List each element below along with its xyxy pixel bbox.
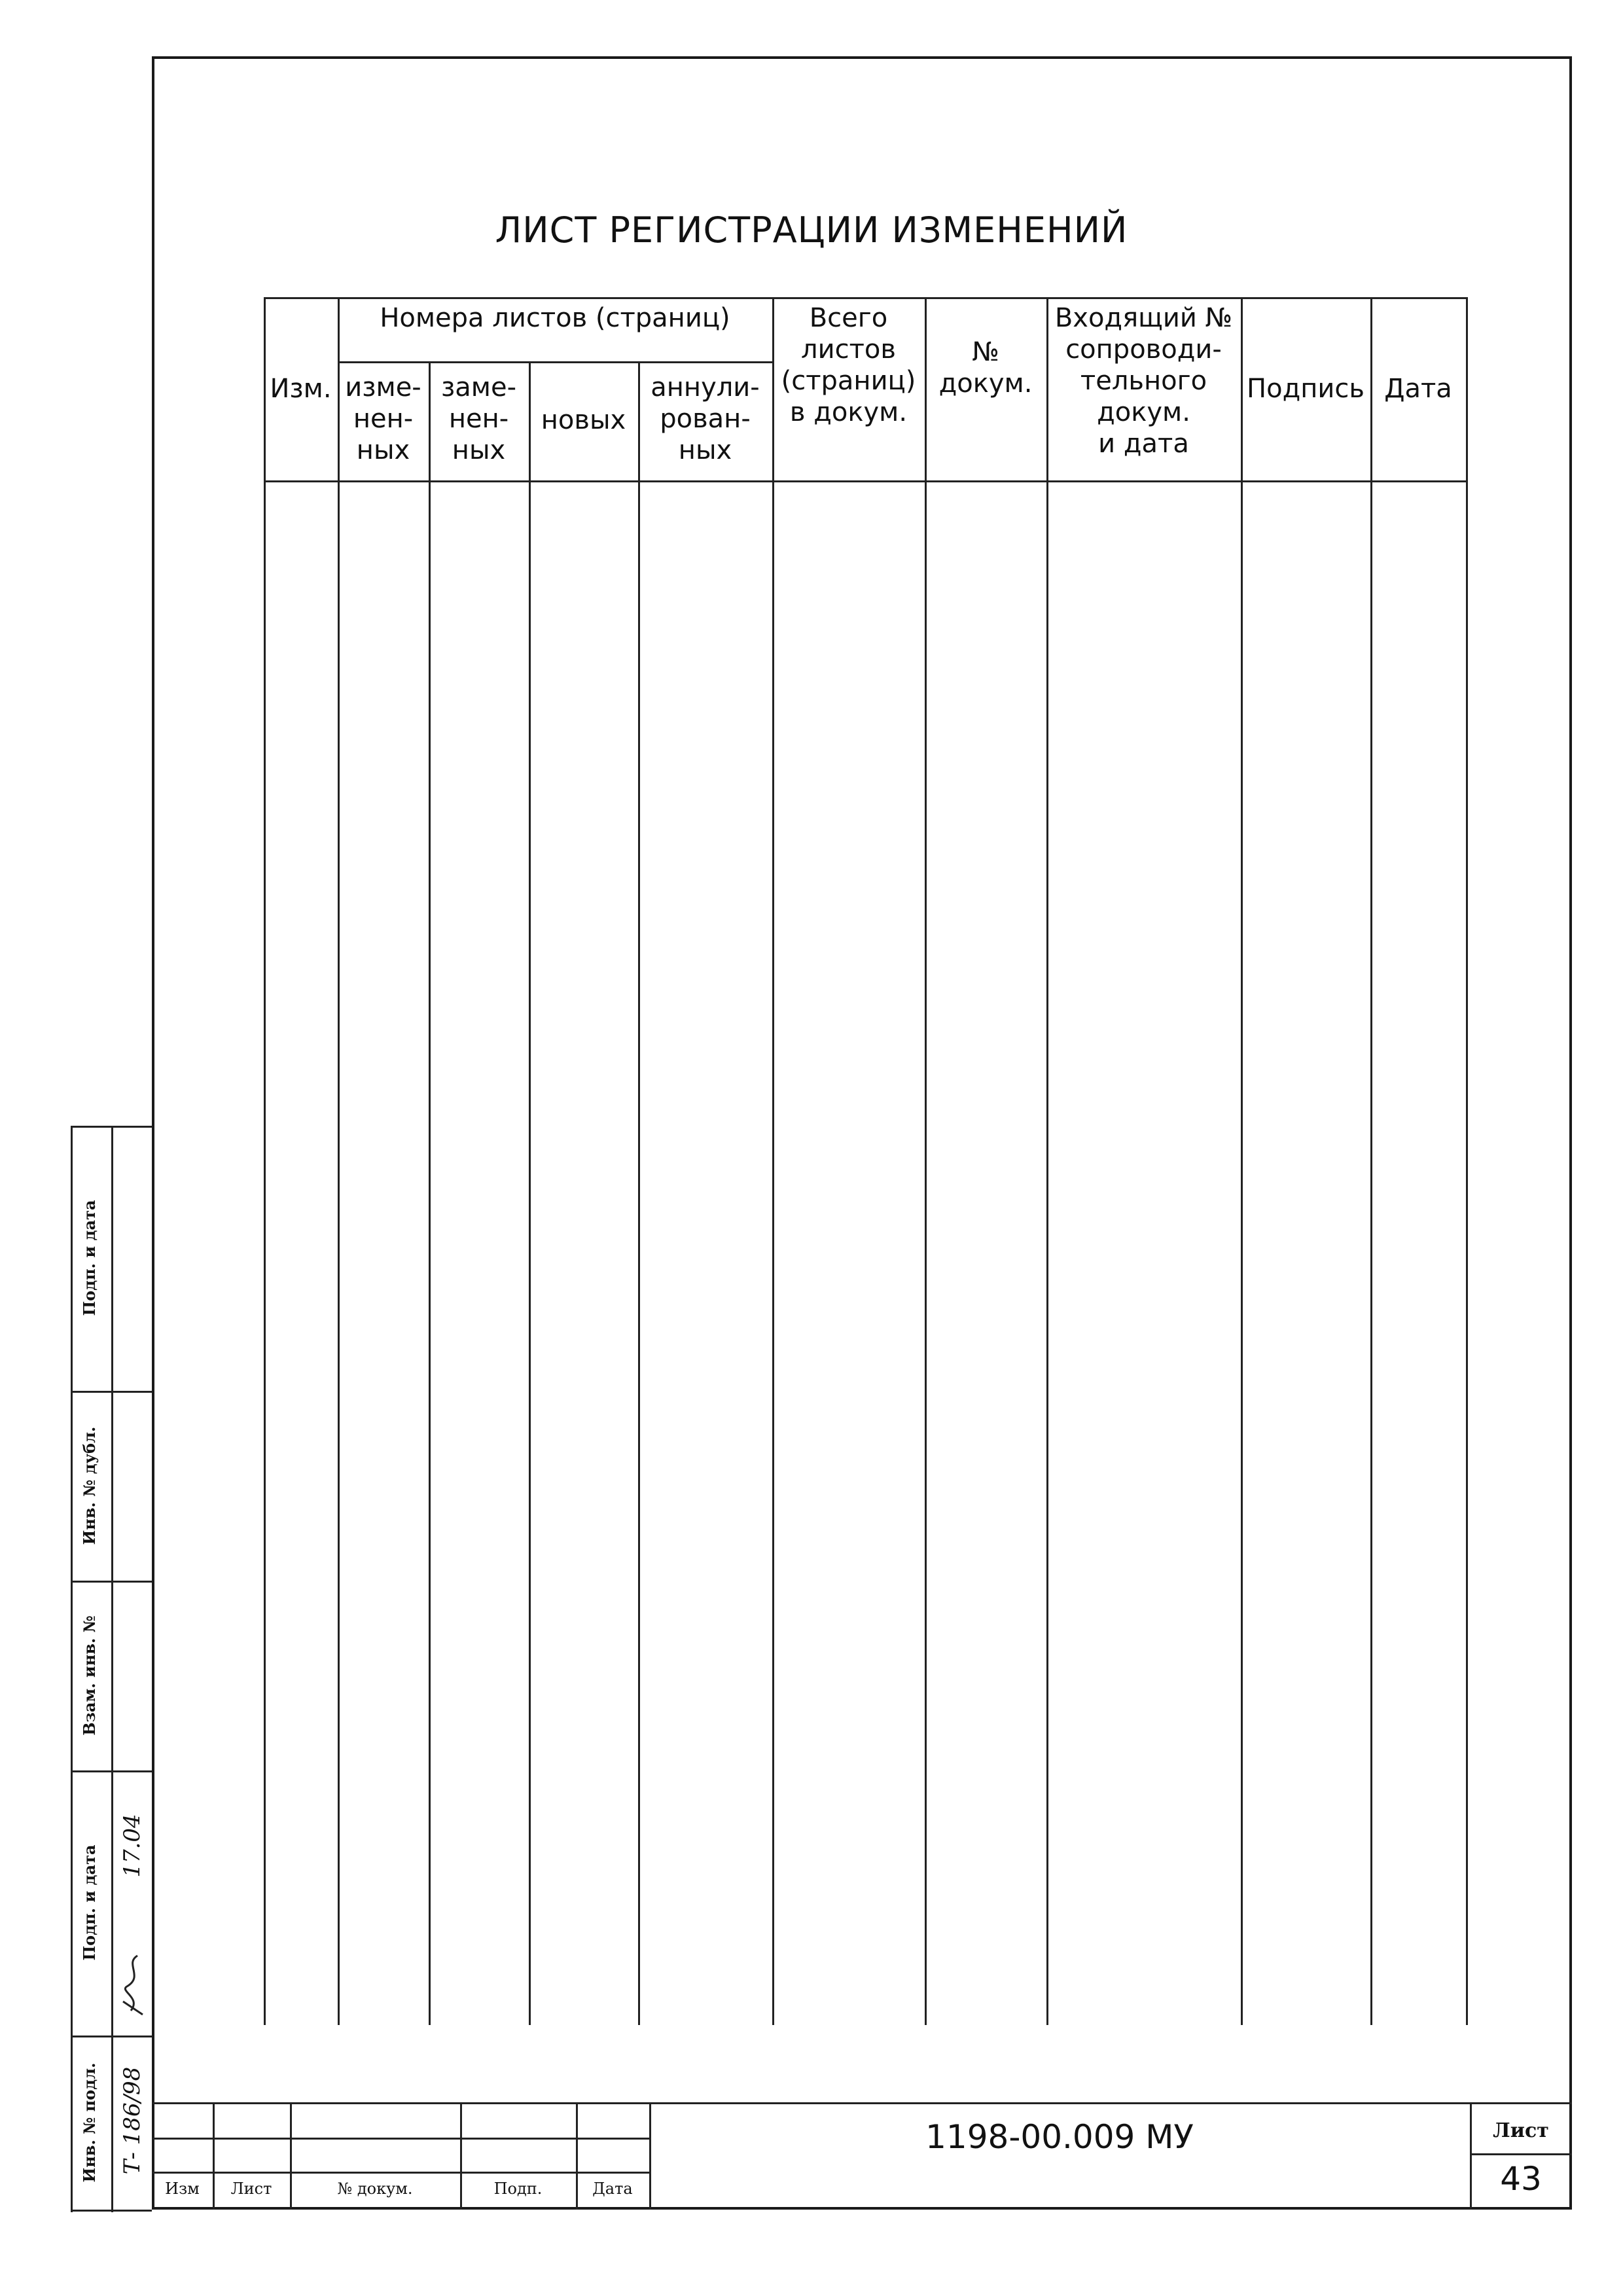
stamp-podp-i-data-top: Подп. и дата xyxy=(80,1200,99,1316)
stamp-vzam-inv: Взам. инв. № xyxy=(80,1615,99,1736)
title-block-top xyxy=(152,2102,1572,2104)
sheet-label: Лист xyxy=(1493,2119,1549,2142)
handwritten-date: 17.04 xyxy=(119,1814,145,1878)
handwritten-inventory-number: Т- 186/98 xyxy=(119,2066,145,2175)
header-novyh: новых xyxy=(541,405,626,435)
col-line-right xyxy=(1466,297,1468,2025)
title-block-row-line-1 xyxy=(152,2138,649,2140)
col-line-left xyxy=(264,297,266,2025)
stamp-line-4 xyxy=(71,2036,152,2037)
stamp-inv-podl: Инв. № подл. xyxy=(80,2062,99,2183)
col-line-6 xyxy=(925,297,927,2025)
tb-label-izm: Изм xyxy=(165,2179,200,2198)
stamp-divider-vertical xyxy=(111,1126,113,2212)
col-line-5 xyxy=(772,297,774,2025)
col-line-2 xyxy=(429,361,431,2025)
col-line-3 xyxy=(529,361,531,2025)
tb-label-n-dokum: № докум. xyxy=(337,2179,413,2198)
header-data: Дата xyxy=(1384,374,1452,404)
col-line-4 xyxy=(638,361,640,2025)
header-bottom-border xyxy=(264,480,1466,482)
col-line-1 xyxy=(338,297,340,2025)
header-annulirovannyh: аннули- рован- ных xyxy=(651,372,760,465)
header-nomera-listov: Номера листов (страниц) xyxy=(380,303,730,333)
stamp-border-bottom xyxy=(71,2210,152,2212)
header-nomer-dokum: № докум. xyxy=(938,337,1033,399)
header-izmenennyh: изме- нен- ных xyxy=(345,372,421,465)
stamp-inv-dubl: Инв. № дубл. xyxy=(80,1426,99,1545)
header-zamenennyh: заме- нен- ных xyxy=(441,372,516,465)
sheet-number: 43 xyxy=(1500,2160,1542,2198)
document-number: 1198-00.009 МУ xyxy=(925,2118,1194,2156)
stamp-podp-i-data: Подп. и дата xyxy=(80,1844,99,1961)
col-line-7 xyxy=(1046,297,1048,2025)
signature-mark xyxy=(118,1950,148,2022)
title-block-row-line-2 xyxy=(152,2172,649,2174)
header-izm: Изм. xyxy=(270,374,332,404)
stamp-border-left xyxy=(71,1126,73,2212)
header-podpis: Подпись xyxy=(1247,374,1364,404)
col-line-8 xyxy=(1241,297,1243,2025)
col-line-9 xyxy=(1370,297,1372,2025)
header-vhodyashchiy: Входящий № сопроводи- тельного докум. и дата xyxy=(1054,303,1233,459)
group-header-divider xyxy=(338,361,772,363)
tb-label-podp: Подп. xyxy=(493,2179,543,2198)
header-vsego-listov: Всего листов (страниц) в докум. xyxy=(781,303,916,427)
page-title: ЛИСТ РЕГИСТРАЦИИ ИЗМЕНЕНИЙ xyxy=(495,209,1128,251)
tb-label-list: Лист xyxy=(230,2179,272,2198)
tb-label-data: Дата xyxy=(592,2179,633,2198)
sheet-box-divider xyxy=(1470,2153,1572,2155)
table-top-border xyxy=(264,297,1466,299)
